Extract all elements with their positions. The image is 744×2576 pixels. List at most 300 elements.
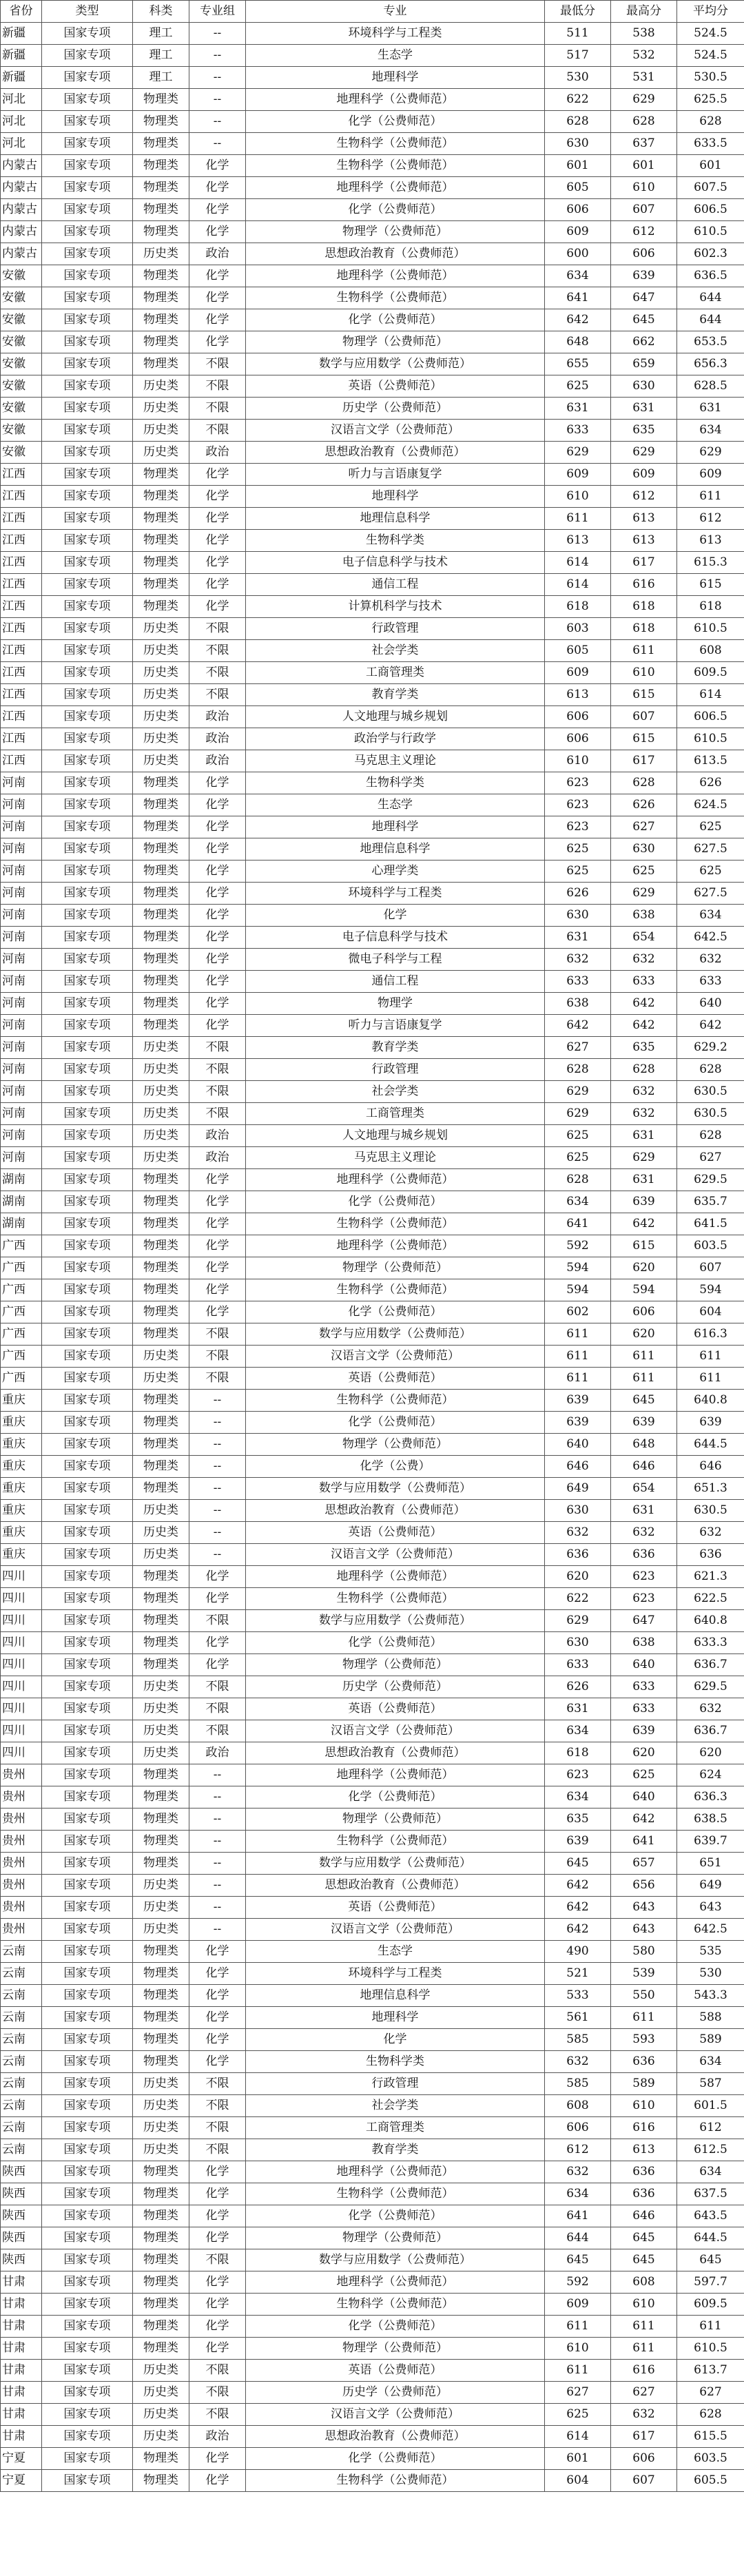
type-cell: 国家专项: [42, 1963, 133, 1985]
max-score-cell: 642: [611, 1213, 677, 1235]
major-group-cell: --: [189, 1478, 246, 1500]
subject-cell: 物理类: [133, 2470, 189, 2492]
major-cell: 通信工程: [246, 574, 545, 596]
type-cell: 国家专项: [42, 816, 133, 838]
min-score-cell: 609: [545, 464, 611, 486]
province-cell: 重庆: [1, 1478, 42, 1500]
avg-score-cell: 643.5: [677, 2205, 744, 2227]
type-cell: 国家专项: [42, 883, 133, 905]
subject-cell: 历史类: [133, 1919, 189, 1941]
subject-cell: 历史类: [133, 1346, 189, 1368]
avg-score-cell: 642.5: [677, 927, 744, 949]
max-score-cell: 630: [611, 375, 677, 398]
major-group-cell: 不限: [189, 662, 246, 684]
type-cell: 国家专项: [42, 1147, 133, 1169]
max-score-cell: 645: [611, 2249, 677, 2271]
subject-cell: 历史类: [133, 2360, 189, 2382]
major-cell: 物理学（公费师范）: [246, 221, 545, 243]
min-score-cell: 605: [545, 177, 611, 199]
table-row: [1, 2227, 744, 2249]
subject-cell: 物理类: [133, 1764, 189, 1786]
max-score-cell: 611: [611, 640, 677, 662]
avg-score-cell: 628: [677, 1059, 744, 1081]
avg-score-cell: 646: [677, 1456, 744, 1478]
min-score-cell: 517: [545, 45, 611, 67]
subject-cell: 物理类: [133, 331, 189, 353]
avg-score-cell: 632: [677, 1522, 744, 1544]
max-score-cell: 659: [611, 353, 677, 375]
major-cell: 物理学（公费师范）: [246, 1257, 545, 1279]
type-cell: 国家专项: [42, 927, 133, 949]
max-score-cell: 633: [611, 1698, 677, 1720]
major-cell: 物理学（公费师范）: [246, 331, 545, 353]
major-cell: 生物科学（公费师范）: [246, 2294, 545, 2316]
major-group-cell: 化学: [189, 816, 246, 838]
major-cell: 化学（公费师范）: [246, 2448, 545, 2470]
major-cell: 物理学（公费师范）: [246, 1654, 545, 1676]
major-group-cell: 不限: [189, 2117, 246, 2139]
province-cell: 宁夏: [1, 2448, 42, 2470]
min-score-cell: 530: [545, 67, 611, 89]
major-group-cell: 政治: [189, 442, 246, 464]
table-row: [1, 1875, 744, 1897]
max-score-cell: 550: [611, 1985, 677, 2007]
major-group-cell: 不限: [189, 2139, 246, 2161]
min-score-cell: 631: [545, 1698, 611, 1720]
table-row: [1, 1985, 744, 2007]
province-cell: 河南: [1, 816, 42, 838]
max-score-cell: 531: [611, 67, 677, 89]
min-score-cell: 641: [545, 287, 611, 309]
min-score-cell: 627: [545, 2382, 611, 2404]
subject-cell: 历史类: [133, 243, 189, 265]
major-group-cell: 不限: [189, 640, 246, 662]
province-cell: 贵州: [1, 1786, 42, 1809]
type-cell: 国家专项: [42, 486, 133, 508]
min-score-cell: 610: [545, 750, 611, 772]
major-group-cell: 化学: [189, 2029, 246, 2051]
major-cell: 思想政治教育（公费师范）: [246, 2426, 545, 2448]
max-score-cell: 642: [611, 993, 677, 1015]
type-cell: 国家专项: [42, 111, 133, 133]
table-row: [1, 1257, 744, 1279]
major-cell: 地理科学（公费师范）: [246, 1566, 545, 1588]
max-score-cell: 643: [611, 1919, 677, 1941]
table-row: [1, 883, 744, 905]
type-cell: 国家专项: [42, 662, 133, 684]
type-cell: 国家专项: [42, 309, 133, 331]
min-score-cell: 521: [545, 1963, 611, 1985]
major-cell: 化学（公费师范）: [246, 1412, 545, 1434]
major-group-cell: 不限: [189, 2360, 246, 2382]
table-row: [1, 243, 744, 265]
subject-cell: 物理类: [133, 1390, 189, 1412]
table-row: [1, 353, 744, 375]
subject-cell: 物理类: [133, 2029, 189, 2051]
avg-score-cell: 629: [677, 442, 744, 464]
min-score-cell: 629: [545, 1103, 611, 1125]
major-group-cell: --: [189, 23, 246, 45]
avg-score-cell: 612.5: [677, 2139, 744, 2161]
province-cell: 河南: [1, 838, 42, 861]
province-cell: 江西: [1, 728, 42, 750]
min-score-cell: 630: [545, 905, 611, 927]
table-row: [1, 662, 744, 684]
major-cell: 化学（公费师范）: [246, 2316, 545, 2338]
table-row: [1, 331, 744, 353]
subject-cell: 历史类: [133, 1037, 189, 1059]
table-row: [1, 2007, 744, 2029]
avg-score-cell: 621.3: [677, 1566, 744, 1588]
type-cell: 国家专项: [42, 2426, 133, 2448]
major-group-cell: 化学: [189, 486, 246, 508]
major-cell: 听力与言语康复学: [246, 464, 545, 486]
avg-score-cell: 608: [677, 640, 744, 662]
table-row: [1, 1676, 744, 1698]
max-score-cell: 610: [611, 2294, 677, 2316]
min-score-cell: 644: [545, 2227, 611, 2249]
province-cell: 四川: [1, 1632, 42, 1654]
type-cell: 国家专项: [42, 1764, 133, 1786]
major-group-cell: 化学: [189, 1015, 246, 1037]
province-cell: 河南: [1, 971, 42, 993]
min-score-cell: 639: [545, 1412, 611, 1434]
max-score-cell: 609: [611, 464, 677, 486]
major-cell: 化学: [246, 2029, 545, 2051]
subject-cell: 物理类: [133, 1963, 189, 1985]
type-cell: 国家专项: [42, 1323, 133, 1346]
min-score-cell: 606: [545, 199, 611, 221]
major-cell: 生物科学（公费师范）: [246, 2470, 545, 2492]
type-cell: 国家专项: [42, 2227, 133, 2249]
avg-score-cell: 589: [677, 2029, 744, 2051]
avg-score-cell: 632: [677, 1698, 744, 1720]
avg-score-cell: 607.5: [677, 177, 744, 199]
major-cell: 英语（公费师范）: [246, 375, 545, 398]
avg-score-cell: 644.5: [677, 1434, 744, 1456]
subject-cell: 历史类: [133, 2073, 189, 2095]
province-cell: 新疆: [1, 45, 42, 67]
subject-cell: 历史类: [133, 662, 189, 684]
subject-cell: 物理类: [133, 1610, 189, 1632]
max-score-cell: 657: [611, 1853, 677, 1875]
subject-cell: 历史类: [133, 1875, 189, 1897]
major-cell: 地理科学（公费师范）: [246, 1235, 545, 1257]
major-group-cell: 不限: [189, 1346, 246, 1368]
avg-score-cell: 651.3: [677, 1478, 744, 1500]
province-cell: 湖南: [1, 1213, 42, 1235]
major-group-cell: 化学: [189, 1279, 246, 1301]
table-row: [1, 1081, 744, 1103]
max-score-cell: 625: [611, 861, 677, 883]
table-row: [1, 596, 744, 618]
province-cell: 甘肃: [1, 2360, 42, 2382]
type-cell: 国家专项: [42, 640, 133, 662]
avg-score-cell: 610.5: [677, 2338, 744, 2360]
subject-cell: 物理类: [133, 1279, 189, 1301]
min-score-cell: 585: [545, 2073, 611, 2095]
table-row: [1, 486, 744, 508]
max-score-cell: 636: [611, 2161, 677, 2183]
province-cell: 河南: [1, 1125, 42, 1147]
major-group-cell: --: [189, 111, 246, 133]
subject-cell: 物理类: [133, 2051, 189, 2073]
avg-score-cell: 609: [677, 464, 744, 486]
table-row: [1, 1941, 744, 1963]
min-score-cell: 628: [545, 1059, 611, 1081]
major-group-cell: 化学: [189, 1985, 246, 2007]
province-cell: 安徽: [1, 398, 42, 420]
subject-cell: 物理类: [133, 838, 189, 861]
major-group-cell: 化学: [189, 883, 246, 905]
major-cell: 数学与应用数学（公费师范）: [246, 1610, 545, 1632]
major-cell: 生态学: [246, 1941, 545, 1963]
subject-cell: 历史类: [133, 1147, 189, 1169]
major-cell: 社会学类: [246, 2095, 545, 2117]
type-cell: 国家专项: [42, 706, 133, 728]
min-score-cell: 622: [545, 1588, 611, 1610]
type-cell: 国家专项: [42, 1742, 133, 1764]
major-cell: 微电子科学与工程: [246, 949, 545, 971]
province-cell: 重庆: [1, 1522, 42, 1544]
type-cell: 国家专项: [42, 1103, 133, 1125]
province-cell: 江西: [1, 530, 42, 552]
major-cell: 社会学类: [246, 640, 545, 662]
subject-cell: 历史类: [133, 1720, 189, 1742]
max-score-cell: 610: [611, 2095, 677, 2117]
major-group-cell: 政治: [189, 1742, 246, 1764]
type-cell: 国家专项: [42, 1632, 133, 1654]
province-cell: 甘肃: [1, 2316, 42, 2338]
max-score-cell: 638: [611, 905, 677, 927]
max-score-cell: 662: [611, 331, 677, 353]
table-row: [1, 2448, 744, 2470]
subject-cell: 历史类: [133, 750, 189, 772]
major-group-cell: 不限: [189, 1103, 246, 1125]
major-cell: 数学与应用数学（公费师范）: [246, 1478, 545, 1500]
max-score-cell: 623: [611, 1588, 677, 1610]
major-group-cell: --: [189, 1522, 246, 1544]
table-row: [1, 221, 744, 243]
min-score-cell: 614: [545, 2426, 611, 2448]
major-group-cell: 化学: [189, 1169, 246, 1191]
major-cell: 物理学（公费师范）: [246, 1434, 545, 1456]
avg-score-cell: 627.5: [677, 838, 744, 861]
major-cell: 生物科学（公费师范）: [246, 1390, 545, 1412]
type-cell: 国家专项: [42, 133, 133, 155]
major-cell: 历史学（公费师范）: [246, 398, 545, 420]
province-cell: 安徽: [1, 420, 42, 442]
major-cell: 电子信息科学与技术: [246, 927, 545, 949]
avg-score-cell: 606.5: [677, 706, 744, 728]
subject-cell: 物理类: [133, 221, 189, 243]
max-score-cell: 611: [611, 1368, 677, 1390]
min-score-cell: 609: [545, 221, 611, 243]
table-row: [1, 1831, 744, 1853]
subject-cell: 物理类: [133, 816, 189, 838]
max-score-cell: 606: [611, 2448, 677, 2470]
table-row: [1, 2382, 744, 2404]
min-score-cell: 631: [545, 927, 611, 949]
province-cell: 内蒙古: [1, 221, 42, 243]
avg-score-cell: 611: [677, 2316, 744, 2338]
min-score-cell: 634: [545, 265, 611, 287]
avg-score-cell: 613: [677, 530, 744, 552]
type-cell: 国家专项: [42, 442, 133, 464]
province-cell: 安徽: [1, 353, 42, 375]
subject-cell: 物理类: [133, 552, 189, 574]
major-cell: 生物科学（公费师范）: [246, 287, 545, 309]
province-cell: 重庆: [1, 1434, 42, 1456]
table-row: [1, 287, 744, 309]
province-cell: 江西: [1, 486, 42, 508]
province-cell: 河南: [1, 1081, 42, 1103]
major-group-cell: 化学: [189, 596, 246, 618]
major-group-cell: 化学: [189, 1257, 246, 1279]
min-score-cell: 634: [545, 2183, 611, 2205]
table-row: [1, 684, 744, 706]
subject-cell: 历史类: [133, 1103, 189, 1125]
min-score-cell: 623: [545, 794, 611, 816]
table-row: [1, 2294, 744, 2316]
subject-cell: 历史类: [133, 1522, 189, 1544]
province-cell: 宁夏: [1, 2470, 42, 2492]
avg-score-cell: 636.7: [677, 1720, 744, 1742]
avg-score-cell: 628: [677, 111, 744, 133]
type-cell: 国家专项: [42, 861, 133, 883]
type-cell: 国家专项: [42, 1434, 133, 1456]
table-row: [1, 2139, 744, 2161]
min-score-cell: 610: [545, 486, 611, 508]
table-row: [1, 552, 744, 574]
max-score-cell: 629: [611, 1147, 677, 1169]
max-score-cell: 645: [611, 1390, 677, 1412]
major-group-cell: 不限: [189, 1059, 246, 1081]
min-score-cell: 625: [545, 1125, 611, 1147]
major-group-cell: 化学: [189, 508, 246, 530]
province-cell: 河南: [1, 993, 42, 1015]
province-cell: 湖南: [1, 1169, 42, 1191]
subject-cell: 历史类: [133, 684, 189, 706]
province-cell: 陕西: [1, 2183, 42, 2205]
type-cell: 国家专项: [42, 1809, 133, 1831]
min-score-cell: 627: [545, 1037, 611, 1059]
table-row: [1, 1500, 744, 1522]
major-cell: 英语（公费师范）: [246, 1368, 545, 1390]
max-score-cell: 607: [611, 706, 677, 728]
major-cell: 汉语言文学（公费师范）: [246, 2404, 545, 2426]
avg-score-cell: 639.7: [677, 1831, 744, 1853]
province-cell: 江西: [1, 618, 42, 640]
province-cell: 四川: [1, 1588, 42, 1610]
major-cell: 教育学类: [246, 2139, 545, 2161]
province-cell: 内蒙古: [1, 199, 42, 221]
table-row: [1, 1390, 744, 1412]
table-row: [1, 309, 744, 331]
major-group-cell: 化学: [189, 971, 246, 993]
max-score-cell: 607: [611, 199, 677, 221]
type-cell: 国家专项: [42, 2448, 133, 2470]
type-cell: 国家专项: [42, 618, 133, 640]
subject-cell: 物理类: [133, 1456, 189, 1478]
min-score-cell: 614: [545, 552, 611, 574]
avg-score-cell: 627.5: [677, 883, 744, 905]
major-group-cell: --: [189, 1544, 246, 1566]
major-cell: 汉语言文学（公费师范）: [246, 1720, 545, 1742]
subject-cell: 历史类: [133, 2382, 189, 2404]
max-score-cell: 613: [611, 508, 677, 530]
table-row: [1, 2029, 744, 2051]
avg-score-cell: 625: [677, 861, 744, 883]
province-cell: 广西: [1, 1346, 42, 1368]
avg-score-cell: 631: [677, 398, 744, 420]
major-cell: 思想政治教育（公费师范）: [246, 243, 545, 265]
major-cell: 汉语言文学（公费师范）: [246, 1919, 545, 1941]
province-cell: 四川: [1, 1654, 42, 1676]
type-cell: 国家专项: [42, 375, 133, 398]
province-cell: 甘肃: [1, 2271, 42, 2294]
min-score-cell: 625: [545, 375, 611, 398]
type-cell: 国家专项: [42, 1566, 133, 1588]
min-score-cell: 606: [545, 706, 611, 728]
max-score-cell: 611: [611, 1346, 677, 1368]
subject-cell: 历史类: [133, 1698, 189, 1720]
table-row: [1, 265, 744, 287]
max-score-cell: 611: [611, 2007, 677, 2029]
avg-score-cell: 638.5: [677, 1809, 744, 1831]
major-cell: 通信工程: [246, 971, 545, 993]
table-row: [1, 2470, 744, 2492]
major-cell: 化学（公费师范）: [246, 1301, 545, 1323]
type-cell: 国家专项: [42, 2051, 133, 2073]
major-group-cell: 化学: [189, 2205, 246, 2227]
max-score-cell: 538: [611, 23, 677, 45]
min-score-cell: 611: [545, 2360, 611, 2382]
max-score-cell: 613: [611, 2139, 677, 2161]
min-score-cell: 630: [545, 1632, 611, 1654]
major-group-cell: 化学: [189, 1235, 246, 1257]
major-group-cell: 化学: [189, 574, 246, 596]
min-score-cell: 605: [545, 640, 611, 662]
min-score-cell: 632: [545, 2161, 611, 2183]
avg-score-cell: 615.5: [677, 2426, 744, 2448]
subject-cell: 物理类: [133, 861, 189, 883]
table-row: [1, 530, 744, 552]
type-cell: 国家专项: [42, 2338, 133, 2360]
province-cell: 四川: [1, 1610, 42, 1632]
type-cell: 国家专项: [42, 221, 133, 243]
major-cell: 生态学: [246, 794, 545, 816]
type-cell: 国家专项: [42, 1654, 133, 1676]
table-row: [1, 1301, 744, 1323]
avg-score-cell: 630.5: [677, 1500, 744, 1522]
max-score-cell: 611: [611, 2316, 677, 2338]
major-cell: 生物科学（公费师范）: [246, 155, 545, 177]
major-cell: 地理科学（公费师范）: [246, 2161, 545, 2183]
table-row: [1, 1654, 744, 1676]
table-row: [1, 1191, 744, 1213]
min-score-cell: 611: [545, 2316, 611, 2338]
table-row: [1, 1434, 744, 1456]
type-cell: 国家专项: [42, 949, 133, 971]
province-cell: 湖南: [1, 1191, 42, 1213]
type-cell: 国家专项: [42, 1257, 133, 1279]
max-score-cell: 615: [611, 684, 677, 706]
type-cell: 国家专项: [42, 1698, 133, 1720]
major-group-cell: 不限: [189, 1323, 246, 1346]
table-row: [1, 1279, 744, 1301]
subject-cell: 物理类: [133, 1809, 189, 1831]
